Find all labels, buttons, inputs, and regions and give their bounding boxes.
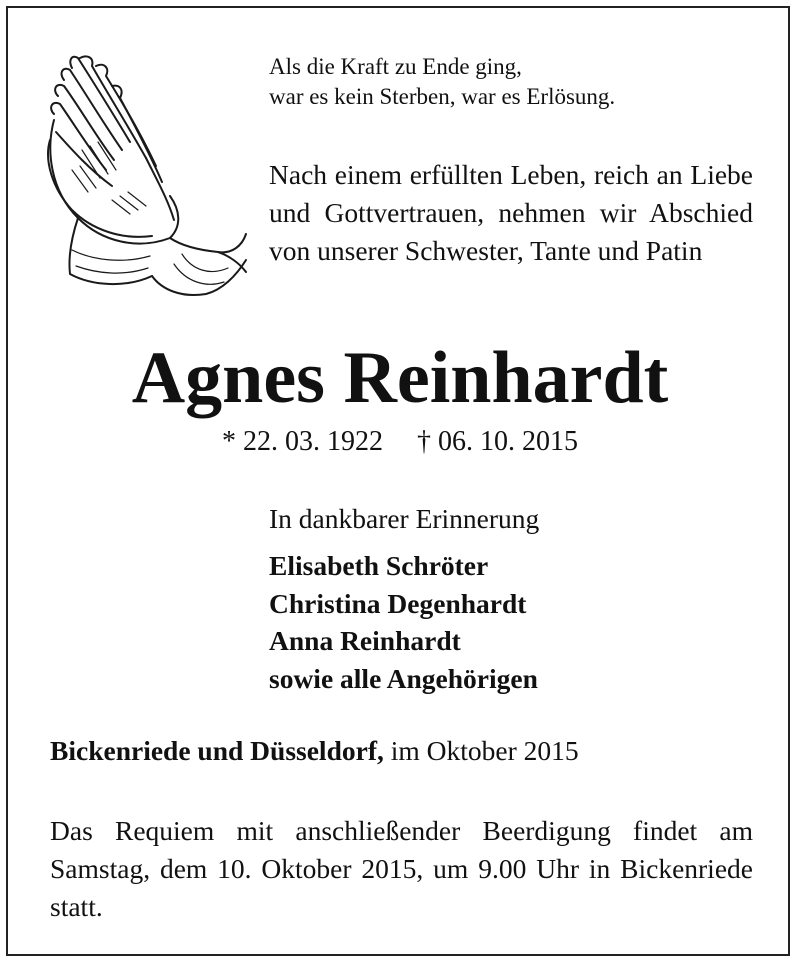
memory-line: In dankbarer Erinnerung [269, 503, 540, 534]
funeral-notice: Das Requiem mit anschließender Beerdigung findet am Samstag, dem 10. Oktober 2015, um 9.00 Uhr in Bickenriede statt. [50, 815, 753, 922]
mourner-name: sowie alle Angehörigen [269, 662, 538, 694]
death-date: † 06. 10. 2015 [417, 426, 578, 457]
intro-text: Nach einem erfüllten Leben, reich an Liebe und Gottvertrauen, nehmen wir Abschied von unserer Schwester, Tante und Patin [269, 159, 753, 266]
mourner-name: Anna Reinhardt [269, 625, 461, 656]
mourners-list [269, 547, 538, 697]
verse-line-2: war es kein Sterben, war es Erlösung. [269, 84, 616, 109]
place-date: im Oktober 2015 [383, 735, 579, 766]
life-dates [0, 425, 800, 459]
mourner-name: Christina Degenhardt [269, 587, 527, 619]
verse-line-1: Als die Kraft zu Ende ging, [269, 54, 522, 79]
mourner-name: Elisabeth Schröter [269, 550, 489, 581]
praying-hands-icon [42, 50, 252, 305]
birth-date: * 22. 03. 1922 [222, 426, 383, 457]
verse [269, 52, 615, 112]
deceased-name: Agnes Reinhardt [131, 337, 669, 419]
place-date-line [50, 733, 579, 769]
place-location: Bickenriede und Düsseldorf, [50, 735, 384, 766]
